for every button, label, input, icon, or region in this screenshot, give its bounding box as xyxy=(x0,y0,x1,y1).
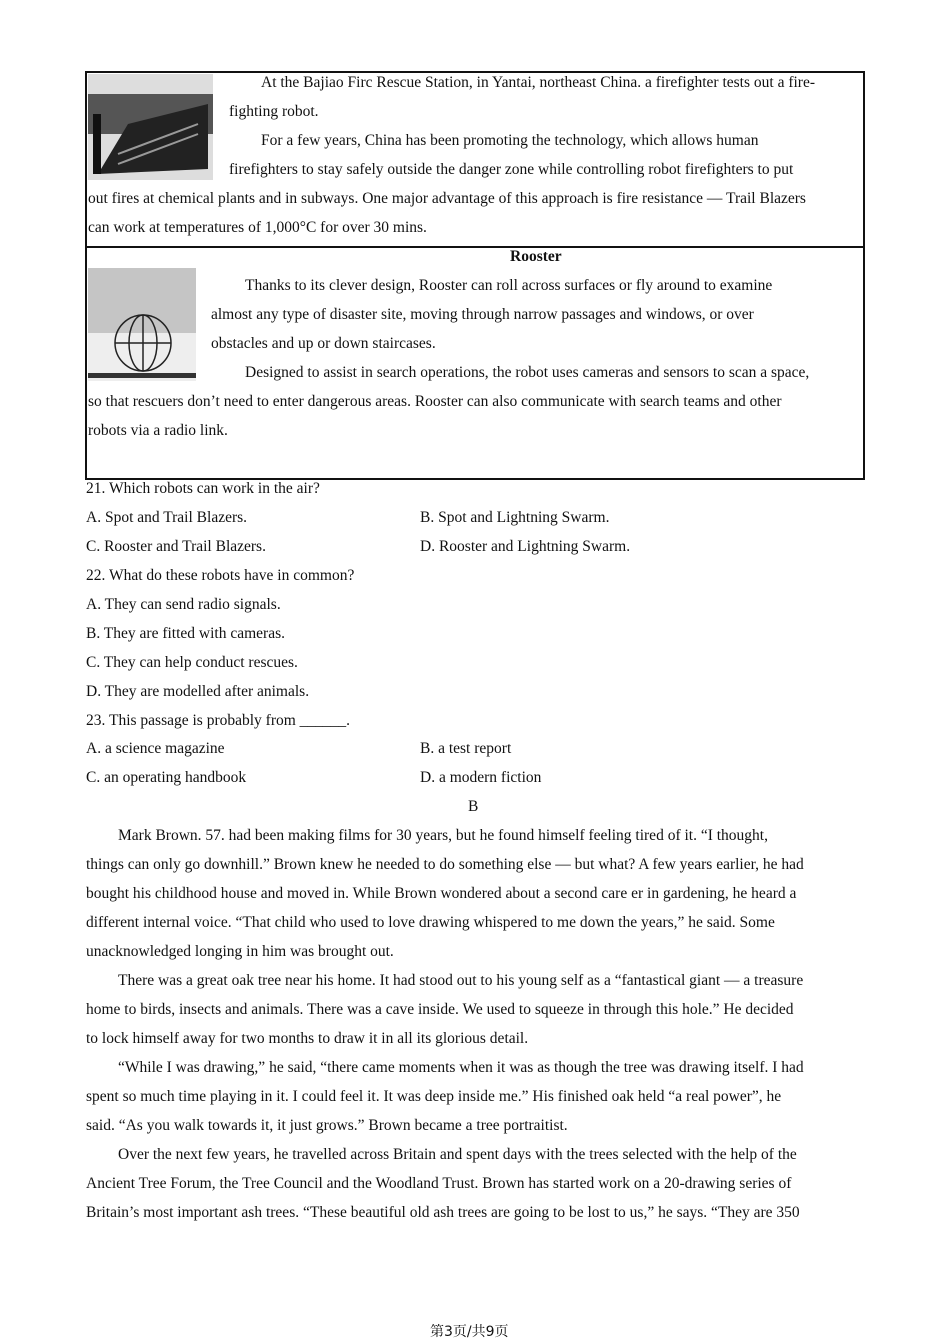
box1-text-line: At the Bajiao Firc Rescue Station, in Yantai, northeast China. a firefighter tests out a fire- xyxy=(261,74,815,91)
section-b-label: B xyxy=(468,798,479,815)
box2-text-line: obstacles and up or down staircases. xyxy=(211,335,436,352)
question-option: D. Rooster and Lightning Swarm. xyxy=(420,538,631,555)
box2-text-line: Thanks to its clever design, Rooster can roll across surfaces or fly around to examine xyxy=(245,277,773,294)
question-option: C. They can help conduct rescues. xyxy=(86,654,298,671)
question-21-stem: 21. Which robots can work in the air? xyxy=(86,480,320,497)
box2-text-line: robots via a radio link. xyxy=(88,422,228,439)
firefighting-robot-photo xyxy=(88,74,213,180)
rooster-title: Rooster xyxy=(510,248,562,265)
question-option: A. Spot and Trail Blazers. xyxy=(86,509,248,526)
passage-b-line: There was a great oak tree near his home. It had stood out to his young self as a “fantastical giant — a treasure xyxy=(118,972,804,989)
box2-text-line: so that rescuers don’t need to enter dangerous areas. Rooster can also communicate with search teams and other xyxy=(88,393,782,410)
rooster-robot-photo xyxy=(88,268,196,381)
passage-b-line: said. “As you walk towards it, it just grows.” Brown became a tree portraitist. xyxy=(86,1117,568,1134)
passage-b-line: different internal voice. “That child who used to love drawing whispered to me down the years,” he said. Some xyxy=(86,914,775,931)
question-option: A. a science magazine xyxy=(86,740,225,757)
question-option: B. a test report xyxy=(420,740,512,757)
question-option: D. They are modelled after animals. xyxy=(86,683,310,700)
box2-text-line: Designed to assist in search operations, the robot uses cameras and sensors to scan a space, xyxy=(245,364,810,381)
question-option: C. an operating handbook xyxy=(86,769,247,786)
question-option: D. a modern fiction xyxy=(420,769,542,786)
passage-b-line: home to birds, insects and animals. There was a cave inside. We used to squeeze in through this hole.” He decided xyxy=(86,1001,794,1018)
passage-b-line: “While I was drawing,” he said, “there came moments when it was as though the tree was drawing itself. I had xyxy=(118,1059,804,1076)
passage-b-line: unacknowledged longing in him was brought out. xyxy=(86,943,394,960)
box1-text-line: fighting robot. xyxy=(229,103,319,120)
passage-b-line: spent so much time playing in it. I could feel it. It was deep inside me.” His finished oak held “a real power”, he xyxy=(86,1088,782,1105)
box1-text-line: firefighters to stay safely outside the danger zone while controlling robot firefighters to put xyxy=(229,161,794,178)
page-number: 第3页/共9页 xyxy=(430,1324,509,1340)
question-option: B. Spot and Lightning Swarm. xyxy=(420,509,610,526)
passage-b-line: bought his childhood house and moved in. While Brown wondered about a second care er in gardening, he heard a xyxy=(86,885,797,902)
box1-text-line: can work at temperatures of 1,000°C for over 30 mins. xyxy=(88,219,427,236)
passage-b-line: Britain’s most important ash trees. “These beautiful old ash trees are going to be lost to us,” he says. “They are 350 xyxy=(86,1204,800,1221)
question-option: B. They are fitted with cameras. xyxy=(86,625,285,642)
question-22-stem: 22. What do these robots have in common? xyxy=(86,567,355,584)
question-23-stem: 23. This passage is probably from ______. xyxy=(86,712,351,729)
passage-b-line: Over the next few years, he travelled across Britain and spent days with the trees selected with the help of the xyxy=(118,1146,797,1163)
passage-b-line: Mark Brown. 57. had been making films for 30 years, but he found himself feeling tired of it. “I thought, xyxy=(118,827,768,844)
box1-text-line: out fires at chemical plants and in subways. One major advantage of this approach is fire resistance — Trail Blazers xyxy=(88,190,806,207)
passage-b-line: Ancient Tree Forum, the Tree Council and the Woodland Trust. Brown has started work on a 20-drawing series of xyxy=(86,1175,792,1192)
question-option: A. They can send radio signals. xyxy=(86,596,281,613)
box2-text-line: almost any type of disaster site, moving through narrow passages and windows, or over xyxy=(211,306,754,323)
passage-b-line: to lock himself away for two months to draw it in all its glorious detail. xyxy=(86,1030,529,1047)
passage-b-line: things can only go downhill.” Brown knew he needed to do something else — but what? A few years earlier, he had xyxy=(86,856,804,873)
question-option: C. Rooster and Trail Blazers. xyxy=(86,538,266,555)
box1-text-line: For a few years, China has been promoting the technology, which allows human xyxy=(261,132,759,149)
